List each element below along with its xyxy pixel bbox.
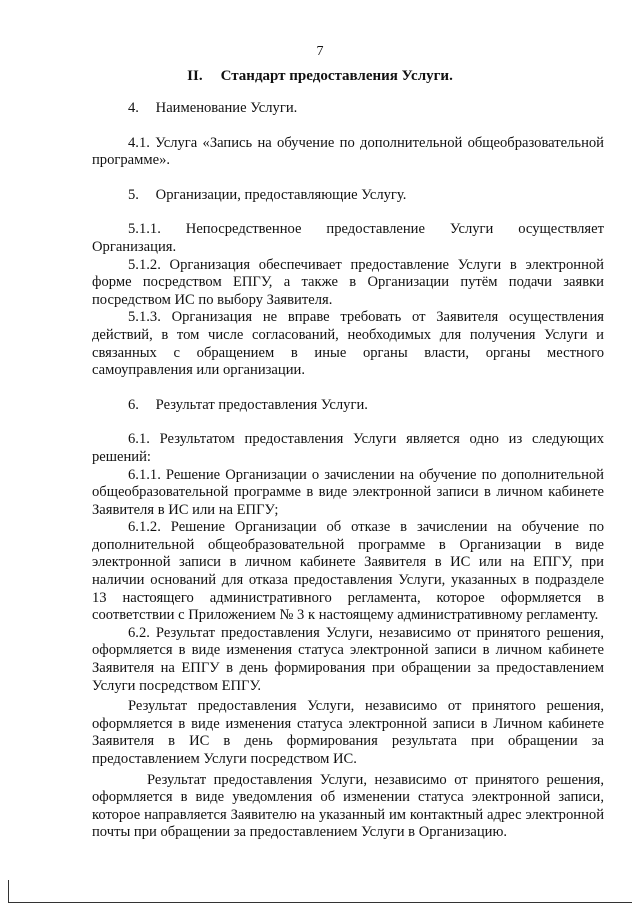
page-frame-left <box>8 880 9 903</box>
paragraph-5-1-2: 5.1.2. Организация обеспечивает предоставление Услуги в электронной форме посредством ЕПГУ, а также в Организации путём подачи заявки посредством ИС по выбору Заявителя. <box>92 256 604 308</box>
paragraph-result-email: Результат предоставления Услуги, независимо от принятого решения, оформляется в виде уведомления об изменении статуса электронной записи, которое направляется Заявителю на указанный им контактный адрес электронной почты при обращении за предоставлением Услуги в Организацию. <box>92 771 604 841</box>
page-frame-bottom <box>8 902 632 903</box>
paragraph-6-1-1: 6.1.1. Решение Организации о зачислении на обучение по дополнительной общеобразовательной программе в виде электронной записи в личном кабинете Заявителя в ИС или на ЕПГУ; <box>92 466 604 518</box>
heading-6: 6. Результат предоставления Услуги. <box>128 396 368 413</box>
paragraph-4-1: 4.1. Услуга «Запись на обучение по дополнительной общеобразовательной программе». <box>92 134 604 169</box>
section-number: II. <box>187 68 203 84</box>
page-number: 7 <box>316 44 324 59</box>
paragraph-6-1: 6.1. Результатом предоставления Услуги является одно из следующих решений: <box>92 431 604 465</box>
paragraph-6-2: 6.2. Результат предоставления Услуги, независимо от принятого решения, оформляется в виде изменения статуса электронной записи в личном кабинете Заявителя на ЕПГУ в день формирования при обращении за предоставлением Услуги посредством ЕПГУ. <box>92 624 604 694</box>
heading-4: 4. Наименование Услуги. <box>128 100 298 116</box>
document-body <box>92 100 604 842</box>
paragraph-5-1-1: 5.1.1. Непосредственное предоставление Услуги осуществляет Организация. <box>92 221 604 255</box>
paragraph-5-1-3: 5.1.3. Организация не вправе требовать от Заявителя осуществления действий, в том числе согласований, необходимых для получения Услуги и связанных с обращением в иные органы власти, органы местного самоуправления или организации. <box>92 309 604 379</box>
section-title-text: Стандарт предоставления Услуги. <box>220 68 453 84</box>
paragraph-result-is: Результат предоставления Услуги, независимо от принятого решения, оформляется в виде изменения статуса электронной записи в Личном кабинете Заявителя в ИС в день формирования результата при обращении за предоставлением Услуги посредством ИС. <box>92 698 604 767</box>
heading-5: 5. Организации, предоставляющие Услугу. <box>128 186 407 203</box>
section-title <box>0 68 640 85</box>
paragraph-6-1-2: 6.1.2. Решение Организации об отказе в зачислении на обучение по дополнительной общеобразовательной программе в Организации в виде электронной записи в личном кабинете Заявителя в ИС или на ЕПГУ, при наличии оснований для отказа предоставления Услуги, указанных в подразделе 13 настоящего административного регламента, которое оформляется в соответствии с Приложением № 3 к настоящему административному регламенту. <box>92 519 604 624</box>
